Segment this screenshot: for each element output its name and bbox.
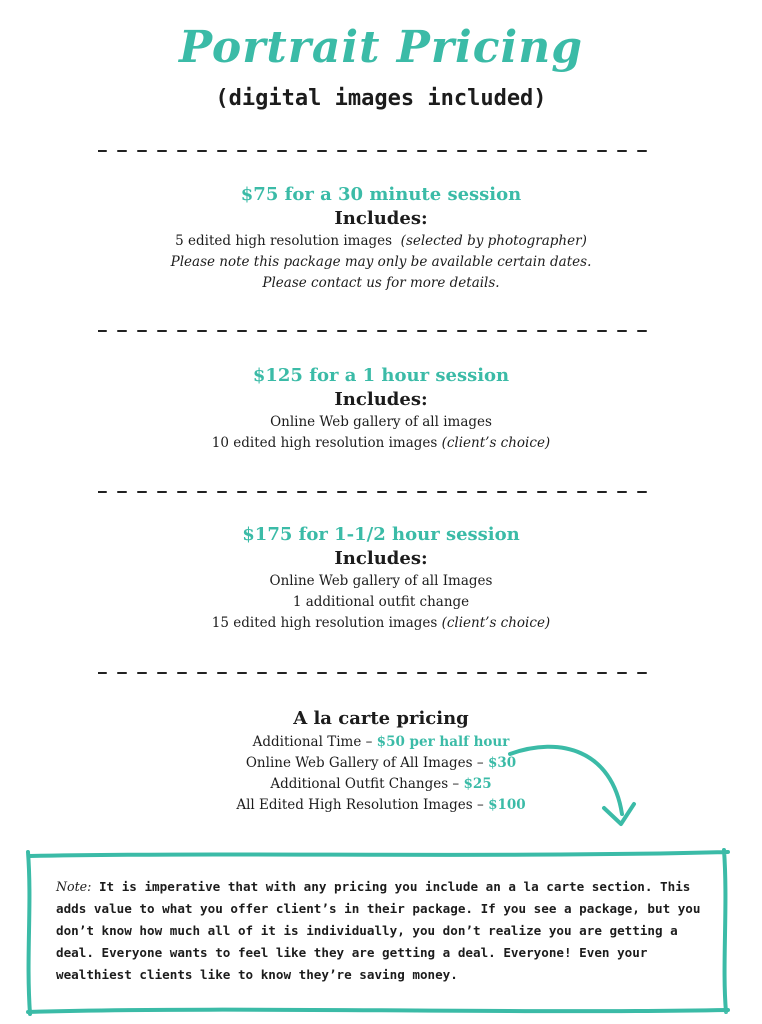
curved-arrow-icon <box>500 740 650 840</box>
a-la-carte-item-price: $50 per half hour <box>376 734 510 750</box>
package-line <box>0 433 762 454</box>
note-text <box>56 876 716 986</box>
a-la-carte-item-price: $25 <box>463 776 492 792</box>
package-line: Please contact us for more details. <box>262 275 500 291</box>
package-line-note: (client’s choice) <box>441 615 551 631</box>
a-la-carte-item-label: Additional Outfit Changes – <box>270 776 460 792</box>
package-line: Online Web gallery of all images <box>270 414 492 430</box>
dashed-divider <box>98 146 658 156</box>
note-body: It is imperative that with any pricing you include an a la carte section. This adds value to what you offer client’s in their package. If you see a package, but you don’t know how much all of it is individually, you don’t realize you are getting a deal. Everyone wants to feel like they are getting a deal. Everyone! Even your wealthiest clients like to know they’re saving money. <box>56 879 701 982</box>
package-line-note: (client’s choice) <box>441 435 551 451</box>
package-1-5-hour <box>0 523 762 634</box>
a-la-carte-item-label: All Edited High Resolution Images – <box>236 797 484 813</box>
package-line-text: 15 edited high resolution images <box>211 615 438 631</box>
package-line-text: 10 edited high resolution images <box>211 435 438 451</box>
package-price: $75 for a 30 minute session <box>240 184 522 205</box>
package-price: $175 for 1-1/2 hour session <box>242 524 520 545</box>
page-title: Portrait Pricing <box>178 22 584 73</box>
package-line: Please note this package may only be available certain dates. <box>170 254 592 270</box>
a-la-carte-item-price: $30 <box>487 755 517 771</box>
package-line: Online Web gallery of all Images <box>269 573 493 589</box>
includes-heading: Includes: <box>334 389 428 410</box>
package-price: $125 for a 1 hour session <box>252 365 510 386</box>
note-label: Note: <box>56 879 92 894</box>
dashed-divider <box>98 668 658 678</box>
package-line <box>0 613 762 634</box>
package-line <box>0 231 762 252</box>
package-line-text: 5 edited high resolution images <box>175 233 393 249</box>
includes-heading: Includes: <box>334 548 428 569</box>
package-30-minute <box>0 183 762 294</box>
a-la-carte-item-label: Online Web Gallery of All Images – <box>245 755 484 771</box>
page-subtitle: (digital images included) <box>215 86 547 111</box>
a-la-carte-item-price: $100 <box>488 797 526 813</box>
a-la-carte-item-label: Additional Time – <box>252 734 373 750</box>
includes-heading: Includes: <box>334 208 428 229</box>
package-1-hour <box>0 364 762 454</box>
a-la-carte-title: A la carte pricing <box>293 708 469 729</box>
package-line: 1 additional outfit change <box>292 594 470 610</box>
dashed-divider <box>98 487 658 497</box>
dashed-divider <box>98 326 658 336</box>
package-line-note: (selected by photographer) <box>400 233 587 249</box>
